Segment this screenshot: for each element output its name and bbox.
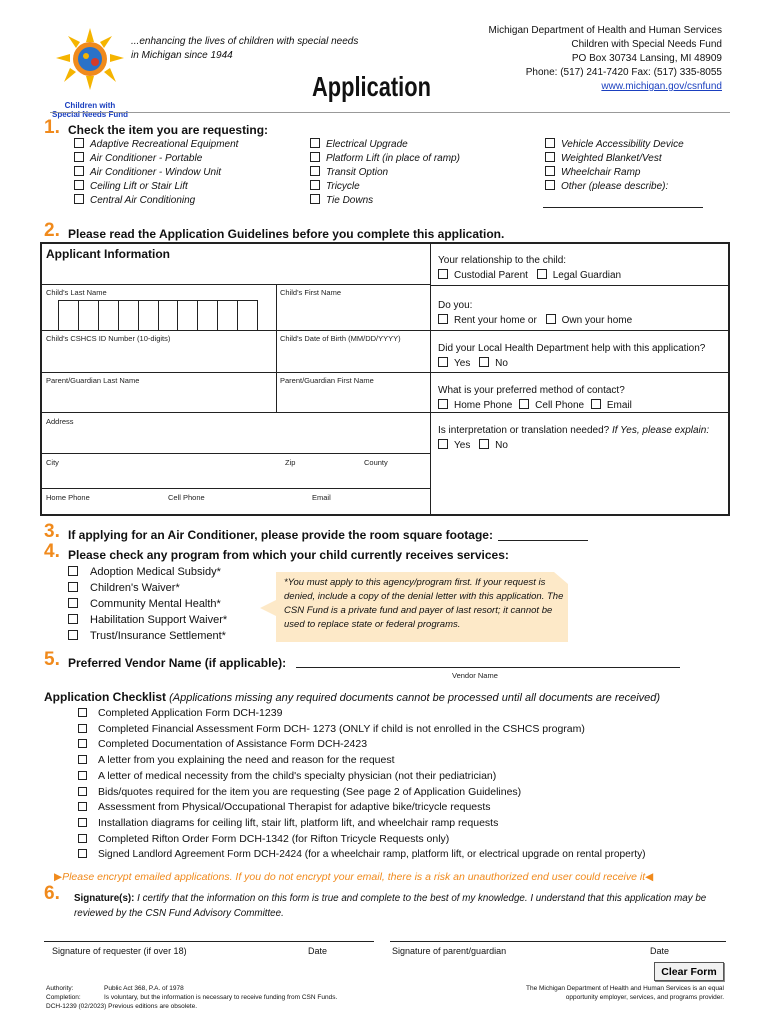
checkbox[interactable]	[310, 194, 320, 204]
logo	[50, 26, 130, 119]
checklist-header	[44, 690, 660, 704]
checkbox[interactable]	[78, 849, 87, 858]
address-label: Address	[46, 417, 74, 426]
tagline-2: in Michigan since 1944	[131, 50, 233, 61]
program-option[interactable]: Children's Waiver*	[68, 580, 227, 596]
address-input[interactable]	[46, 427, 426, 451]
program-option[interactable]: Trust/Insurance Settlement*	[68, 628, 227, 644]
checkbox[interactable]	[78, 708, 87, 717]
checkbox[interactable]	[68, 582, 78, 592]
item-option[interactable]: Transit Option	[310, 166, 460, 180]
contact-home-phone-label: Home Phone	[454, 400, 513, 411]
child-first-name-label: Child's First Name	[280, 288, 342, 297]
checkbox[interactable]	[78, 834, 87, 843]
cshcs-id-boxes[interactable]	[58, 300, 258, 330]
checklist-item[interactable]: Installation diagrams for ceiling lift, stair lift, platform lift, and wheelchair ramp requests	[78, 816, 646, 832]
contact-home-phone-checkbox[interactable]	[438, 399, 448, 409]
section-2-number: 2.	[44, 220, 60, 241]
cell-phone-input[interactable]	[168, 502, 303, 514]
parent-first-name-input[interactable]	[280, 386, 426, 410]
completion-value: Is voluntary, but the information is necessary to receive funding from CSN Funds.	[104, 994, 338, 1001]
checkbox[interactable]	[78, 724, 87, 733]
org-line-3: PO Box 30734 Lansing, MI 48909	[571, 53, 722, 64]
item-option[interactable]: Air Conditioner - Portable	[74, 152, 238, 166]
footer-eeo	[526, 984, 724, 1002]
signature-requester-label: Signature of requester (if over 18)	[52, 946, 187, 956]
lhd-no-checkbox[interactable]	[479, 357, 489, 367]
item-option[interactable]: Wheelchair Ramp	[545, 166, 684, 180]
city-input[interactable]	[46, 468, 276, 486]
signature-parent-date-label: Date	[650, 946, 670, 956]
checklist-item[interactable]: Assessment from Physical/Occupational Therapist for adaptive bike/tricycle requests	[78, 800, 646, 816]
item-option[interactable]: Air Conditioner - Window Unit	[74, 166, 238, 180]
interpretation-explain-input[interactable]	[438, 455, 724, 511]
lhd-yes-checkbox[interactable]	[438, 357, 448, 367]
item-option[interactable]: Adaptive Recreational Equipment	[74, 138, 238, 152]
section-1-number: 1.	[44, 117, 60, 138]
section-6-number: 6.	[44, 883, 60, 904]
interpretation-group	[438, 423, 709, 453]
checkbox[interactable]	[545, 180, 555, 190]
cshcs-id-label: Child's CSHCS ID Number (10-digits)	[46, 334, 171, 343]
footer-authority	[46, 984, 337, 1011]
checklist-items	[78, 706, 646, 863]
program-note-text: *You must apply to this agency/program first. If your request is denied, include a copy of the denial letter with this application. The CSN Fund is a private fund and payer of last resort; it cannot be used to replace state or federal programs.	[284, 577, 564, 630]
program-note-callout	[258, 570, 570, 644]
checkbox[interactable]	[74, 166, 84, 176]
checkbox[interactable]	[74, 152, 84, 162]
signature-certify-text: I certify that the information on this form is true and complete to the best of my knowledge. I understand that this application may be reviewed by the CSN Fund Advisory Committee.	[74, 893, 707, 919]
signature-label: Signature(s):	[74, 893, 135, 904]
lhd-help-group	[438, 341, 705, 371]
interpretation-question: Is interpretation or translation needed?	[438, 425, 610, 436]
checkbox[interactable]	[545, 138, 555, 148]
contact-email-checkbox[interactable]	[591, 399, 601, 409]
contact-method-group	[438, 383, 632, 413]
own-home-checkbox[interactable]	[546, 314, 556, 324]
section-1-col-1	[74, 138, 238, 208]
program-option[interactable]: Adoption Medical Subsidy*	[68, 564, 227, 580]
org-info	[489, 24, 722, 94]
contact-email-label: Email	[606, 400, 632, 411]
checkbox[interactable]	[78, 755, 87, 764]
county-input[interactable]	[364, 468, 426, 486]
clear-form-button[interactable]: Clear Form	[654, 962, 724, 981]
encrypt-note: ▶Please encrypt emailed applications. If you do not encrypt your email, there is a risk an unauthorized end user could receive it◀	[54, 871, 654, 883]
checkbox[interactable]	[74, 194, 84, 204]
logo-text: Children with Special Needs Fund	[51, 101, 129, 119]
item-option[interactable]: Central Air Conditioning	[74, 194, 238, 208]
contact-cell-phone-checkbox[interactable]	[519, 399, 529, 409]
vendor-name-input[interactable]	[296, 656, 680, 668]
child-first-name-input[interactable]	[280, 298, 426, 328]
form-id: DCH-1239 (02/2023) Previous editions are obsolete.	[46, 1003, 198, 1010]
child-last-name-label: Child's Last Name	[46, 288, 107, 297]
checkbox[interactable]	[78, 771, 87, 780]
signature-requester-input[interactable]	[44, 930, 374, 942]
contact-method-question: What is your preferred method of contact?	[438, 385, 625, 396]
authority-label: Authority:	[46, 985, 74, 992]
section-1-title: Check the item you are requesting:	[68, 123, 269, 137]
checkbox[interactable]	[68, 566, 78, 576]
section-2-title: Please read the Application Guidelines before you complete this application.	[68, 227, 505, 241]
square-footage-input[interactable]	[498, 529, 588, 541]
lhd-no-label: No	[495, 358, 508, 369]
interpretation-explain-label: If Yes, please explain:	[612, 425, 710, 436]
do-you-label: Do you:	[438, 300, 473, 311]
page-title: Application	[312, 71, 431, 102]
checkbox[interactable]	[68, 598, 78, 608]
section-3-title: If applying for an Air Conditioner, please provide the room square footage:	[68, 528, 493, 542]
lhd-yes-label: Yes	[454, 358, 471, 369]
completion-label: Completion:	[46, 994, 81, 1001]
checkbox[interactable]	[545, 152, 555, 162]
item-option[interactable]: Ceiling Lift or Stair Lift	[74, 180, 238, 194]
section-5-title: Preferred Vendor Name (if applicable):	[68, 656, 287, 670]
checklist-subtitle: (Applications missing any required documents cannot be processed until all documents are received)	[169, 692, 661, 704]
right-arrow-icon: ▶	[54, 871, 63, 883]
checklist-item[interactable]: Completed Rifton Order Form DCH-1342 (for Rifton Tricycle Requests only)	[78, 832, 646, 848]
checkbox[interactable]	[545, 166, 555, 176]
checkbox[interactable]	[78, 787, 87, 796]
email-label: Email	[312, 493, 331, 502]
section-3-number: 3.	[44, 521, 60, 542]
interp-yes-checkbox[interactable]	[438, 439, 448, 449]
sun-logo-icon	[50, 26, 130, 96]
section-4-title: Please check any program from which your child currently receives services:	[68, 548, 509, 562]
signature-parent-label: Signature of parent/guardian	[392, 946, 507, 956]
signature-requester-date-label: Date	[308, 946, 328, 956]
item-option[interactable]: Electrical Upgrade	[310, 138, 460, 152]
contact-cell-phone-label: Cell Phone	[535, 400, 585, 411]
section-5-number: 5.	[44, 649, 60, 670]
signature-parent-input[interactable]	[390, 930, 726, 942]
org-line-2: Children with Special Needs Fund	[571, 39, 722, 50]
parent-first-name-label: Parent/Guardian First Name	[280, 376, 374, 385]
other-describe-input[interactable]	[543, 196, 703, 208]
interp-no-checkbox[interactable]	[479, 439, 489, 449]
program-option[interactable]: Habilitation Support Waiver*	[68, 612, 227, 628]
rent-home-checkbox[interactable]	[438, 314, 448, 324]
checklist-item[interactable]: Completed Financial Assessment Form DCH- 1273 (ONLY if child is not enrolled in the CSHCS program)	[78, 722, 646, 738]
checkbox[interactable]	[68, 630, 78, 640]
program-list	[68, 564, 227, 644]
dob-input[interactable]	[280, 344, 426, 370]
item-option[interactable]: Weighted Blanket/Vest	[545, 152, 684, 166]
item-option[interactable]: Tie Downs	[310, 194, 460, 208]
city-label: City	[46, 458, 59, 467]
cell-phone-label: Cell Phone	[168, 493, 205, 502]
dob-label: Child's Date of Birth (MM/DD/YYYY)	[280, 334, 401, 343]
own-home-label: Own your home	[561, 315, 633, 326]
relationship-question: Your relationship to the child:	[438, 255, 567, 266]
header-divider	[50, 112, 730, 113]
parent-last-name-label: Parent/Guardian Last Name	[46, 376, 140, 385]
checkbox[interactable]	[74, 180, 84, 190]
legal-guardian-checkbox[interactable]	[537, 269, 547, 279]
org-line-4: Phone: (517) 241-7420 Fax: (517) 335-8055	[525, 67, 722, 78]
relationship-group	[438, 253, 621, 283]
section-1-col-3	[545, 138, 684, 194]
checkbox[interactable]	[310, 138, 320, 148]
org-line-1: Michigan Department of Health and Human Services	[488, 25, 722, 36]
home-phone-label: Home Phone	[46, 493, 90, 502]
legal-guardian-label: Legal Guardian	[552, 270, 622, 281]
checkbox[interactable]	[78, 818, 87, 827]
checkbox[interactable]	[74, 138, 84, 148]
signature-statement	[74, 891, 724, 921]
housing-group	[438, 298, 632, 328]
tagline: ...enhancing the lives of children with special needs	[131, 36, 359, 47]
checklist-item[interactable]: Completed Application Form DCH-1239	[78, 706, 646, 722]
checkbox[interactable]	[68, 614, 78, 624]
custodial-parent-checkbox[interactable]	[438, 269, 448, 279]
checkbox[interactable]	[78, 802, 87, 811]
checkbox[interactable]	[78, 739, 87, 748]
lhd-help-question: Did your Local Health Department help with this application?	[438, 343, 706, 354]
checklist-item[interactable]: Completed Documentation of Assistance Form DCH-2423	[78, 737, 646, 753]
email-input[interactable]	[312, 502, 426, 514]
checkbox[interactable]	[310, 166, 320, 176]
checklist-item[interactable]: Bids/quotes required for the item you are requesting (See page 2 of Application Guidelines)	[78, 785, 646, 801]
checklist-item[interactable]: A letter from you explaining the need and reason for the request	[78, 753, 646, 769]
left-arrow-icon: ◀	[645, 871, 654, 883]
interp-yes-label: Yes	[454, 440, 471, 451]
zip-label: Zip	[285, 458, 296, 467]
rent-home-label: Rent your home or	[454, 315, 537, 326]
applicant-info-title: Applicant Information	[46, 247, 170, 261]
item-option[interactable]: Tricycle	[310, 180, 460, 194]
authority-value: Public Act 368, P.A. of 1978	[104, 985, 184, 992]
checkbox[interactable]	[310, 152, 320, 162]
county-label: County	[364, 458, 388, 467]
item-option[interactable]: Vehicle Accessibility Device	[545, 138, 684, 152]
item-option[interactable]: Platform Lift (in place of ramp)	[310, 152, 460, 166]
section-4-number: 4.	[44, 541, 60, 562]
parent-last-name-input[interactable]	[46, 386, 272, 410]
eeo-line-1: The Michigan Department of Health and Human Services is an equal	[526, 985, 724, 992]
item-option[interactable]: Other (please describe):	[545, 180, 684, 194]
eeo-line-2: opportunity employer, services, and programs provider.	[565, 994, 724, 1001]
checklist-item[interactable]: Signed Landlord Agreement Form DCH-2424 (for a wheelchair ramp, platform lift, or electrical upgrade on rental property)	[78, 847, 646, 863]
section-1-col-2	[310, 138, 460, 208]
checklist-title: Application Checklist	[44, 690, 167, 704]
program-option[interactable]: Community Mental Health*	[68, 596, 227, 612]
home-phone-input[interactable]	[46, 502, 161, 514]
checklist-item[interactable]: A letter of medical necessity from the child's specialty physician (not their pediatrician)	[78, 769, 646, 785]
custodial-parent-label: Custodial Parent	[454, 270, 528, 281]
checkbox[interactable]	[310, 180, 320, 190]
zip-input[interactable]	[285, 468, 355, 486]
vendor-name-sublabel: Vendor Name	[452, 671, 498, 680]
org-website-link[interactable]: www.michigan.gov/csnfund	[601, 81, 722, 92]
interp-no-label: No	[495, 440, 508, 451]
